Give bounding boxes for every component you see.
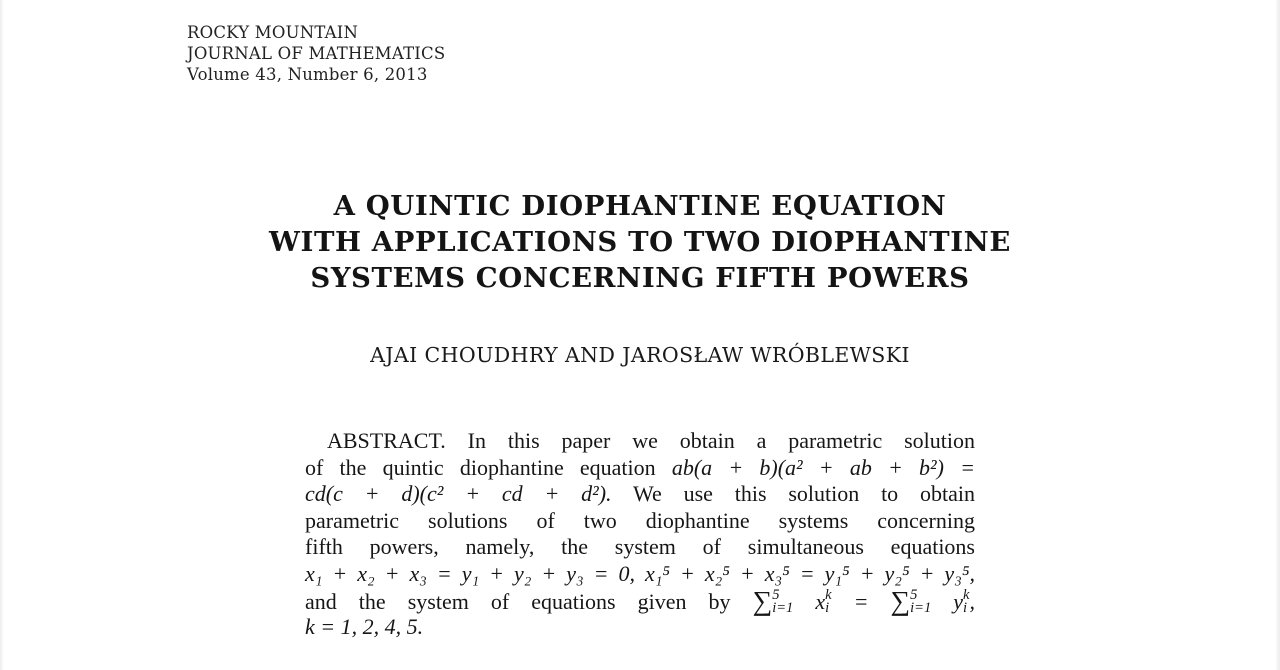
- equation-fifth-power-system: x₁⁵ + x₂⁵ + x₃⁵ = y₁⁵ + y₂⁵ + y₃⁵,: [644, 560, 975, 586]
- abstract-line-7: and the system of equations given by ∑ 5 i=1 x k i = ∑ 5 i=1 y k i ,: [305, 585, 975, 616]
- paper-title-line-1: A QUINTIC DIOPHANTINE EQUATION: [333, 190, 947, 222]
- abstract-line-3: cd(c + d)(c² + cd + d²). We use this solution to obtain: [305, 481, 975, 506]
- equation-quintic-lhs: ab(a + b)(a² + ab + b²) =: [671, 454, 975, 480]
- paper-title-line-3: SYSTEMS CONCERNING FIFTH POWERS: [310, 262, 970, 294]
- abstract-line-2: of the quintic diophantine equation ab(a + b)(a² + ab + b²) =: [305, 454, 975, 480]
- page-edge-right: [1276, 0, 1280, 670]
- equation-k-values: k = 1, 2, 4, 5.: [305, 613, 424, 639]
- journal-name-line-1: ROCKY MOUNTAIN: [187, 23, 359, 42]
- abstract-line-5: fifth powers, namely, the system of simultaneous equations: [305, 534, 975, 559]
- journal-header: [187, 22, 445, 85]
- journal-volume: Volume 43, Number 6, 2013: [187, 65, 428, 84]
- page-edge-left: [0, 0, 3, 670]
- paper-title-line-2: WITH APPLICATIONS TO TWO DIOPHANTINE: [269, 226, 1011, 258]
- sigma-symbol: ∑: [752, 585, 773, 616]
- abstract-line-6: [305, 561, 975, 588]
- abstract: [305, 428, 975, 640]
- abstract-line-4: parametric solutions of two diophantine systems concerning: [305, 507, 975, 533]
- sigma-symbol: ∑: [890, 585, 911, 616]
- abstract-line-1: ABSTRACT. In this paper we obtain a parametric solution: [327, 428, 976, 453]
- paper-authors: AJAI CHOUDHRY AND JAROSŁAW WRÓBLEWSKI: [370, 343, 910, 367]
- journal-name-line-2: JOURNAL OF MATHEMATICS: [187, 44, 446, 63]
- abstract-line-8: [305, 614, 975, 641]
- paper-title: [0, 188, 1280, 296]
- equation-linear-system: x₁ + x₂ + x₃ = y₁ + y₂ + y₃ = 0,: [305, 560, 635, 586]
- equation-power-sums: ∑ 5 i=1 x k i = ∑ 5 i=1 y k i ,: [752, 585, 975, 616]
- equation-quintic-rhs: cd(c + d)(c² + cd + d²).: [305, 481, 612, 506]
- abstract-label: ABSTRACT.: [327, 428, 446, 453]
